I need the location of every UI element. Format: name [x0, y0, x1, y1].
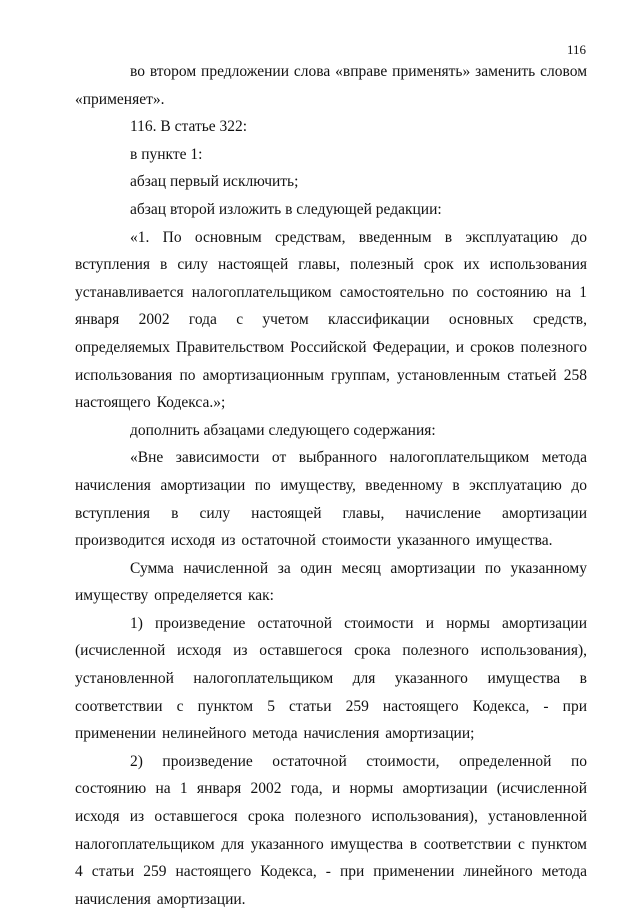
- paragraph-point-1: в пункте 1:: [130, 145, 203, 163]
- paragraph-depreciation-method: «Вне зависимости от выбранного налогоплательщиком метода начисления амортизации по имуществу, введенному в эксплуатацию до вступления в силу настоящей главы, начисление амортизации производится исходя из остаточной стоимости указанного имущества.: [75, 449, 587, 550]
- paragraph-item-2: 2) произведение остаточной стоимости, определенной по состоянию на 1 января 2002 года, и нормы амортизации (исчисленной исходя из оставшегося срока полезного использования), установленной налогоплательщиком для указанного имущества в соответствии с пунктом 4 статьи 259 настоящего Кодекса, - при применении линейного метода начисления амортизации.: [75, 752, 587, 908]
- paragraph-replace-words: во втором предложении слова «вправе применять» заменить словом «применяет».: [75, 63, 587, 108]
- paragraph-second-abzac: абзац второй изложить в следующей редакции:: [130, 200, 442, 218]
- paragraph-first-abzac: абзац первый исключить;: [130, 173, 299, 191]
- paragraph-article-322: 116. В статье 322:: [130, 118, 248, 136]
- page-number: 116: [566, 42, 586, 57]
- paragraph-quoted-point-1: «1. По основным средствам, введенным в эксплуатацию до вступления в силу настоящей главы, полезный срок их использования устанавливается налогоплательщиком самостоятельно по состоянию на 1 января 2002 года с учетом классификации основных средств, определяемых Правительством Российской Федерации, и сроков полезного использования по амортизационным группам, установленным статьей 258 настоящего Кодекса.»;: [75, 228, 587, 412]
- paragraph-item-1: 1) произведение остаточной стоимости и нормы амортизации (исчисленной исходя из оставшегося срока полезного использования), установленной налогоплательщиком для указанного имущества в соответствии с пунктом 5 статьи 259 настоящего Кодекса, - при применении нелинейного метода начисления амортизации;: [75, 614, 587, 743]
- paragraph-monthly-sum: Сумма начисленной за один месяц амортизации по указанному имуществу определяется как:: [75, 559, 587, 605]
- document-body: [75, 58, 587, 913]
- paragraph-add-abzacs: дополнить абзацами следующего содержания:: [130, 421, 436, 439]
